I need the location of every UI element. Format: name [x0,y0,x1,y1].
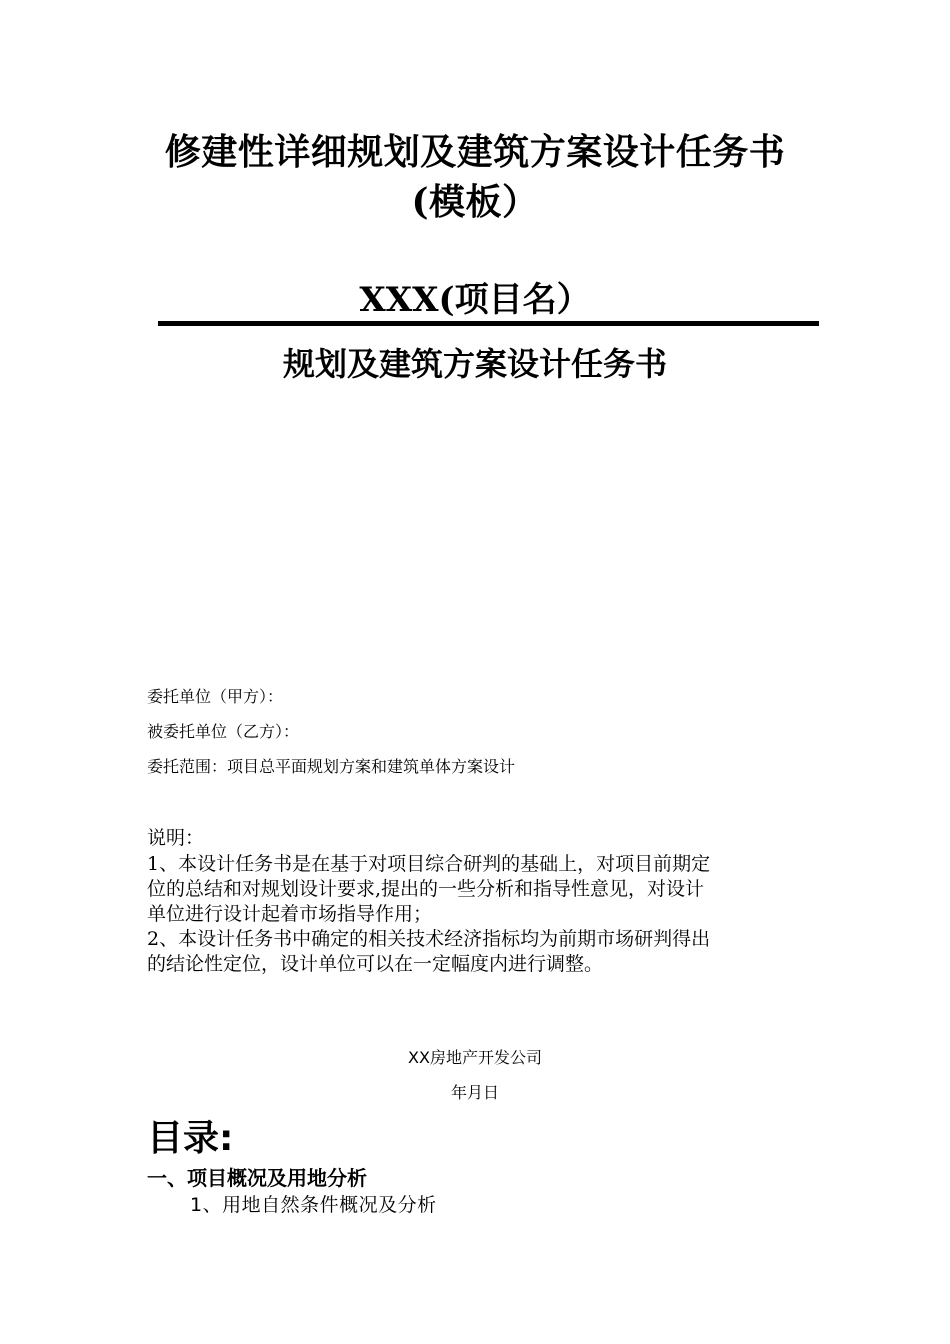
notes-line: 2、本设计任务书中确定的相关技术经济指标均为前期市场研判得出 [147,928,711,950]
document-title-line2: (模板） [411,181,539,223]
title-divider [158,321,819,326]
contractor-label: 被委托单位（乙方）： [147,722,300,741]
notes-heading: 说明： [147,827,205,849]
document-title-line1: 修建性详细规划及建筑方案设计任务书 [164,131,786,173]
notes-line: 位的总结和对规划设计要求,提出的一些分析和指导性意见，对设计 [147,878,705,900]
notes-line: 单位进行设计起着市场指导作用； [147,903,433,925]
toc-title: 目录: [147,1118,234,1159]
notes-line: 1、本设计任务书是在基于对项目综合研判的基础上，对项目前期定 [147,853,711,875]
company-name: XX房地产开发公司 [408,1048,542,1067]
client-label: 委托单位（甲方）： [147,687,284,706]
document-subtitle: 规划及建筑方案设计任务书 [282,345,667,383]
signature-date: 年月日 [450,1083,499,1102]
scope-text: 委托范围：项目总平面规划方案和建筑单体方案设计 [147,757,516,776]
toc-section-1: 一、项目概况及用地分析 [147,1166,367,1190]
notes-line: 的结论性定位，设计单位可以在一定幅度内进行调整。 [147,953,604,975]
project-name: XXX(项目名） [359,280,591,320]
toc-section-1-item-1: 1、用地自然条件概况及分析 [190,1194,437,1216]
